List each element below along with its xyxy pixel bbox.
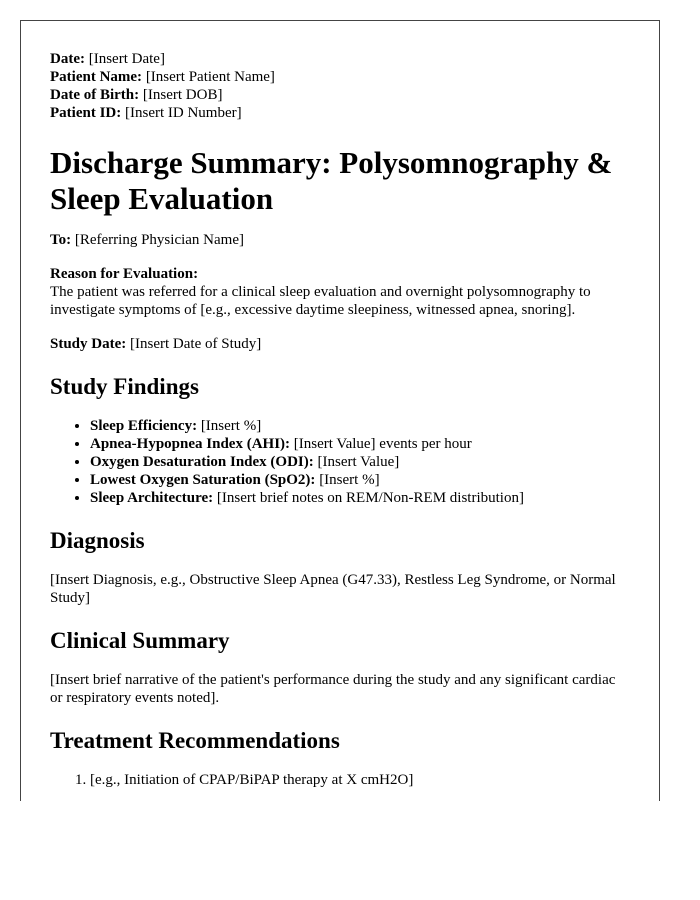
reason-section — [50, 265, 630, 319]
date-value: [Insert Date] — [88, 51, 165, 67]
list-item — [90, 453, 630, 471]
list-item — [90, 489, 630, 507]
findings-heading: Study Findings — [50, 374, 199, 399]
finding-value: [Insert %] — [200, 418, 262, 434]
to-line — [50, 231, 630, 249]
list-item — [90, 435, 630, 453]
dob-line — [50, 86, 630, 104]
date-label: Date: — [50, 51, 85, 67]
finding-label: Oxygen Desaturation Index (ODI): — [90, 454, 314, 470]
list-item: 1. [e.g., Initiation of CPAP/BiPAP therapy at X cmH2O] — [90, 771, 630, 789]
patient-name-line — [50, 68, 630, 86]
patient-name-label: Patient Name: — [50, 69, 143, 85]
diagnosis-text: [Insert Diagnosis, e.g., Obstructive Sleep Apnea (G47.33), Restless Leg Syndrome, or Normal Study] — [50, 572, 616, 606]
patient-id-line — [50, 104, 630, 122]
patient-id-value: [Insert ID Number] — [125, 105, 242, 121]
study-date-label: Study Date: — [50, 336, 127, 352]
findings-list — [50, 417, 630, 507]
patient-name-value: [Insert Patient Name] — [145, 69, 275, 85]
study-date-line — [50, 335, 630, 353]
document-content — [21, 21, 659, 789]
finding-value: [Insert brief notes on REM/Non-REM distribution] — [216, 490, 524, 506]
treatment-list — [50, 771, 630, 789]
list-item — [90, 471, 630, 489]
document-title: Discharge Summary: Polysomnography & Sleep Evaluation — [50, 145, 613, 216]
finding-label: Lowest Oxygen Saturation (SpO2): — [90, 472, 316, 488]
finding-value: [Insert Value] events per hour — [293, 436, 472, 452]
finding-label: Sleep Efficiency: — [90, 418, 198, 434]
finding-label: Sleep Architecture: — [90, 490, 214, 506]
finding-value: [Insert %] — [319, 472, 380, 488]
patient-id-label: Patient ID: — [50, 105, 122, 121]
list-item — [90, 417, 630, 435]
finding-value: [Insert Value] — [317, 454, 400, 470]
date-line — [50, 50, 630, 68]
patient-header — [50, 50, 630, 122]
reason-label: Reason for Evaluation: — [50, 266, 199, 282]
document-page — [20, 20, 660, 801]
clinical-summary-heading: Clinical Summary — [50, 628, 230, 653]
diagnosis-heading: Diagnosis — [50, 528, 145, 553]
to-label: To: — [50, 232, 72, 248]
dob-value: [Insert DOB] — [142, 87, 223, 103]
study-date-value: [Insert Date of Study] — [130, 336, 262, 352]
dob-label: Date of Birth: — [50, 87, 140, 103]
finding-label: Apnea-Hypopnea Index (AHI): — [90, 436, 291, 452]
clinical-summary-text: [Insert brief narrative of the patient's performance during the study and any significant cardiac or respiratory events noted]. — [50, 672, 616, 706]
reason-text: The patient was referred for a clinical sleep evaluation and overnight polysomnography to investigate symptoms of [e.g., excessive daytime sleepiness, witnessed apnea, snoring]. — [50, 284, 591, 318]
treatment-heading: Treatment Recommendations — [50, 728, 340, 753]
to-value: [Referring Physician Name] — [74, 232, 244, 248]
